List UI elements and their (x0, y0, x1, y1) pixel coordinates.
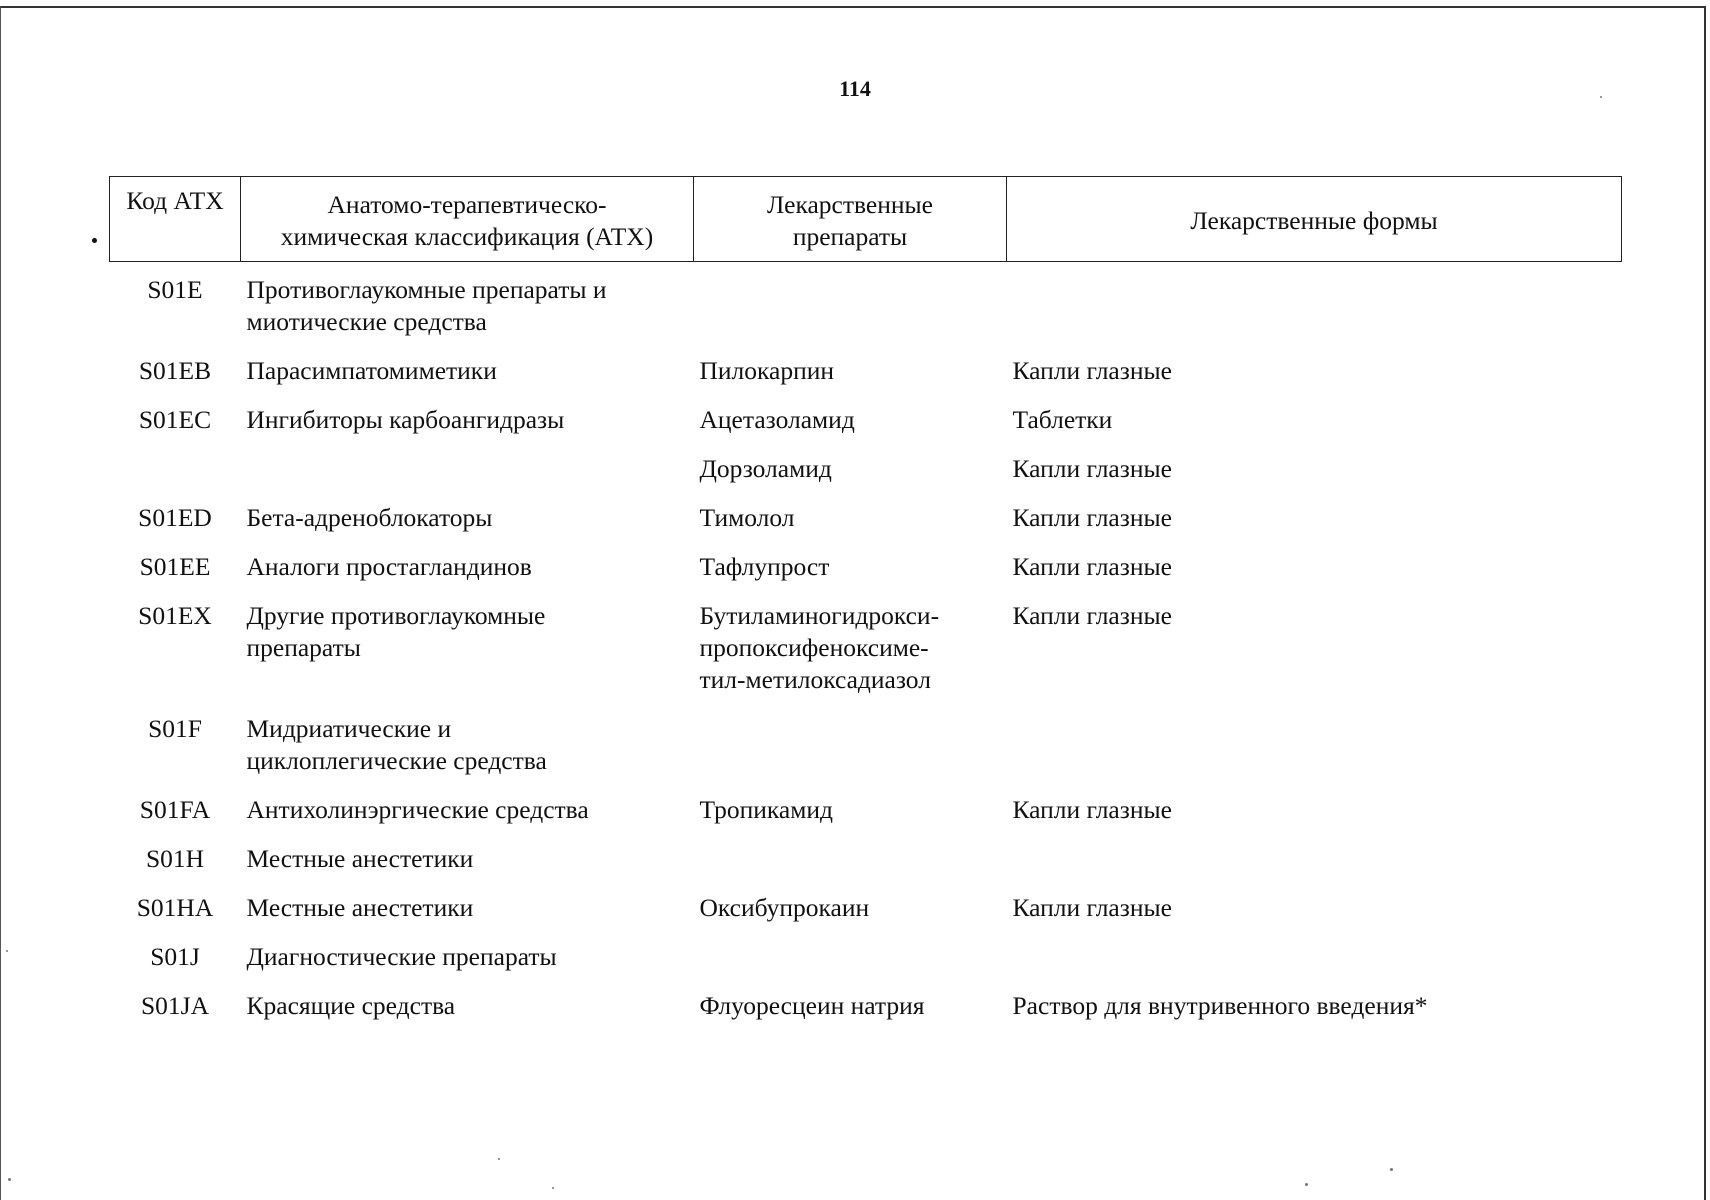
cell-form (1007, 892, 1622, 941)
cell-classification (241, 794, 694, 843)
cell-code (110, 262, 241, 356)
cell-form-line: Капли глазные (1012, 356, 1172, 385)
cell-drug (694, 941, 1007, 990)
cell-drug-line: Тимолол (699, 503, 795, 532)
cell-drug (694, 262, 1007, 356)
cell-code (110, 941, 241, 990)
cell-form (1007, 990, 1622, 1039)
cell-drug-line: Ацетазоламид (699, 405, 855, 434)
atc-table (109, 176, 1622, 1039)
cell-classification (241, 502, 694, 551)
header-drugs-line: препараты (792, 222, 908, 251)
cell-classification-line: Парасимпатомиметики (246, 356, 497, 385)
cell-code (110, 404, 241, 453)
cell-classification-line: Другие противоглаукомные (246, 601, 546, 630)
table-body (110, 262, 1622, 1040)
cell-classification-line: Местные анестетики (246, 893, 474, 922)
cell-drug (694, 794, 1007, 843)
cell-form-line: Капли глазные (1012, 503, 1172, 532)
cell-code-line: S01FA (139, 795, 211, 824)
cell-classification-line: Мидриатические и (246, 714, 452, 743)
table-row (110, 355, 1622, 404)
table-row (110, 713, 1622, 794)
cell-classification-line: Аналоги простагландинов (246, 552, 532, 581)
table-row (110, 453, 1622, 502)
cell-classification (241, 355, 694, 404)
cell-classification (241, 551, 694, 600)
table-header (110, 177, 1622, 262)
cell-drug-line: Флуоресцеин натрия (699, 991, 925, 1020)
table-row (110, 600, 1622, 713)
cell-form-line: Капли глазные (1012, 795, 1172, 824)
cell-code (110, 892, 241, 941)
cell-code (110, 843, 241, 892)
cell-classification (241, 404, 694, 453)
cell-drug-line: тил-метилоксадиазол (699, 665, 931, 694)
cell-classification (241, 713, 694, 794)
cell-classification-line: Противоглаукомные препараты и (246, 275, 607, 304)
cell-form (1007, 713, 1622, 794)
cell-code-line: S01EC (138, 405, 212, 434)
cell-drug (694, 990, 1007, 1039)
cell-classification-line: Бета-адреноблокаторы (246, 503, 493, 532)
header-classification-line: химическая классификация (АТХ) (280, 222, 654, 251)
cell-code-line: S01HA (136, 893, 214, 922)
cell-classification-line: миотические средства (246, 307, 487, 336)
cell-drug-line: пропоксифеноксиме- (699, 633, 929, 662)
cell-classification-line: препараты (246, 633, 361, 662)
page-number: 114 (839, 76, 871, 101)
table-row (110, 262, 1622, 356)
cell-drug (694, 404, 1007, 453)
cell-classification (241, 990, 694, 1039)
cell-classification (241, 262, 694, 356)
cell-drug (694, 502, 1007, 551)
cell-form (1007, 941, 1622, 990)
cell-drug-line: Тропикамид (699, 795, 833, 824)
table-row (110, 941, 1622, 990)
table-row (110, 502, 1622, 551)
header-drugs (694, 177, 1007, 262)
cell-drug (694, 843, 1007, 892)
cell-code (110, 600, 241, 713)
cell-classification-line: Диагностические препараты (246, 942, 557, 971)
cell-drug-line: Дорзоламид (699, 454, 832, 483)
cell-code (110, 990, 241, 1039)
cell-form (1007, 404, 1622, 453)
cell-form (1007, 551, 1622, 600)
cell-form-line: Капли глазные (1012, 601, 1172, 630)
table-row (110, 551, 1622, 600)
cell-classification-line: Красящие средства (246, 991, 456, 1020)
table-row (110, 843, 1622, 892)
cell-drug-line: Пилокарпин (699, 356, 835, 385)
cell-classification (241, 892, 694, 941)
table-row (110, 794, 1622, 843)
header-classification (241, 177, 694, 262)
table-row (110, 404, 1622, 453)
cell-drug-line: Бутиламиногидрокси- (699, 601, 940, 630)
header-code: Код АТХ (110, 177, 241, 262)
cell-code-line: S01F (148, 714, 202, 743)
cell-code (110, 502, 241, 551)
cell-code (110, 551, 241, 600)
cell-classification-line: Местные анестетики (246, 844, 474, 873)
cell-code-line: S01EB (138, 356, 212, 385)
cell-code (110, 355, 241, 404)
cell-form (1007, 843, 1622, 892)
cell-code-line: S01JA (140, 991, 210, 1020)
cell-drug-line: Тафлупрост (699, 552, 830, 581)
header-forms: Лекарственные формы (1007, 177, 1622, 262)
cell-form-line: Капли глазные (1012, 893, 1172, 922)
header-drugs-line: Лекарственные (767, 190, 933, 219)
cell-classification-line: циклоплегические средства (246, 746, 547, 775)
cell-form-line: Раствор для внутривенного введения* (1012, 991, 1428, 1020)
cell-classification-line: Ингибиторы карбоангидразы (246, 405, 565, 434)
cell-code-line: S01EX (138, 601, 212, 630)
cell-code-line: S01E (147, 275, 203, 304)
header-row (110, 177, 1622, 262)
cell-code-line: S01EE (139, 552, 211, 581)
cell-drug-line: Оксибупрокаин (699, 893, 870, 922)
cell-drug (694, 713, 1007, 794)
cell-classification (241, 600, 694, 713)
cell-form-line: Капли глазные (1012, 454, 1172, 483)
cell-drug (694, 892, 1007, 941)
cell-classification (241, 941, 694, 990)
cell-classification-line: Антихолинэргические средства (246, 795, 589, 824)
cell-form (1007, 794, 1622, 843)
cell-form (1007, 502, 1622, 551)
cell-form (1007, 600, 1622, 713)
table-row (110, 990, 1622, 1039)
cell-drug (694, 600, 1007, 713)
cell-drug (694, 355, 1007, 404)
cell-classification (241, 843, 694, 892)
cell-code-line: S01J (150, 942, 200, 971)
cell-code (110, 794, 241, 843)
cell-code (110, 453, 241, 502)
cell-drug (694, 453, 1007, 502)
cell-code-line: S01H (145, 844, 205, 873)
cell-classification (241, 453, 694, 502)
cell-form-line: Таблетки (1012, 405, 1113, 434)
cell-drug (694, 551, 1007, 600)
cell-code-line: S01ED (138, 503, 212, 532)
cell-form (1007, 355, 1622, 404)
cell-code (110, 713, 241, 794)
table-row (110, 892, 1622, 941)
cell-form-line: Капли глазные (1012, 552, 1172, 581)
margin-dot (92, 238, 97, 243)
cell-form (1007, 262, 1622, 356)
cell-form (1007, 453, 1622, 502)
header-classification-line: Анатомо-терапевтическо- (327, 190, 607, 219)
